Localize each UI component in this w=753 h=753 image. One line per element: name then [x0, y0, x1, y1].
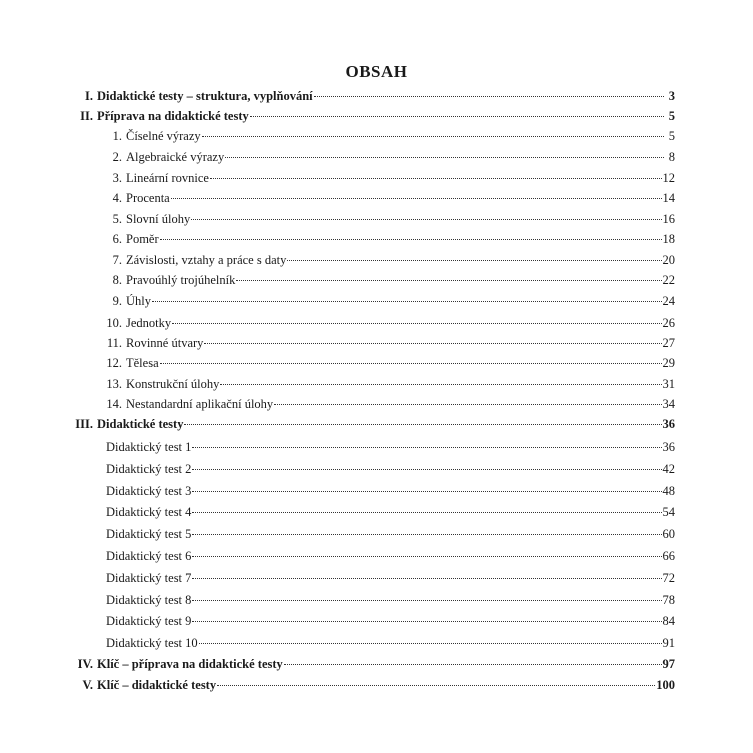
- toc-entry: [104, 171, 675, 186]
- toc-entry: [58, 657, 675, 672]
- toc-entry-page-number: 91: [662, 636, 675, 650]
- toc-entry-page-number: 24: [662, 294, 675, 308]
- toc-entry-title: Didaktický test 6: [106, 549, 192, 563]
- toc-dot-leader: [192, 512, 661, 513]
- toc-entry-title: Didaktický test 9: [106, 614, 192, 628]
- toc-entry: [58, 89, 675, 104]
- toc-entry: [104, 232, 675, 247]
- toc-dot-leader: [160, 363, 662, 364]
- toc-entry-page-number: 16: [662, 212, 675, 226]
- toc-dot-leader: [171, 198, 662, 199]
- toc-entry-number: 11.: [106, 336, 122, 350]
- toc-entry-page-number: 36: [662, 440, 675, 454]
- toc-entry-title: Didaktický test 5: [106, 527, 192, 541]
- toc-dot-leader: [192, 578, 661, 579]
- toc-entry-title: Didaktické testy – struktura, vyplňování: [97, 89, 313, 103]
- toc-entry: [106, 462, 675, 477]
- toc-dot-leader: [204, 343, 661, 344]
- toc-entry-title: Didaktický test 2: [106, 462, 192, 476]
- toc-dot-leader: [284, 664, 662, 665]
- toc-entry-title: Didaktické testy: [97, 417, 184, 431]
- toc-entry-title: Procenta: [126, 191, 170, 205]
- toc-entry: [104, 212, 675, 227]
- toc-entry-title: Didaktický test 3: [106, 484, 192, 498]
- toc-entry-page-number: 42: [662, 462, 675, 476]
- toc-entry-title: Slovní úlohy: [126, 212, 191, 226]
- toc-dot-leader: [220, 384, 661, 385]
- toc-entry-page-number: 36: [662, 417, 675, 431]
- toc-dot-leader: [152, 301, 662, 302]
- toc-entry: [104, 397, 675, 412]
- toc-entry: [104, 191, 675, 206]
- toc-dot-leader: [274, 404, 661, 405]
- toc-dot-leader: [202, 136, 664, 137]
- toc-entry-title: Nestandardní aplikační úlohy: [126, 397, 274, 411]
- toc-dot-leader: [192, 491, 661, 492]
- toc-entry: [104, 356, 675, 371]
- toc-dot-leader: [250, 116, 664, 117]
- toc-entry-title: Algebraické výrazy: [126, 150, 225, 164]
- toc-dot-leader: [192, 600, 661, 601]
- toc-entry-title: Úhly: [126, 294, 151, 308]
- toc-entry-page-number: 12: [662, 171, 675, 185]
- toc-entry-page-number: 20: [662, 253, 675, 267]
- toc-entry-number: V.: [82, 678, 93, 692]
- toc-entry-number: 9.: [112, 294, 122, 308]
- toc-entry-number: 14.: [106, 397, 122, 411]
- toc-entry-title: Didaktický test 8: [106, 593, 192, 607]
- toc-dot-leader: [160, 239, 662, 240]
- toc-entry-page-number: 72: [662, 571, 675, 585]
- toc-entry-number: 6.: [112, 232, 122, 246]
- toc-entry-title: Pravoúhlý trojúhelník: [126, 273, 236, 287]
- toc-entry-number: 12.: [106, 356, 122, 370]
- toc-entry: [106, 636, 675, 651]
- toc-dot-leader: [172, 323, 661, 324]
- toc-dot-leader: [184, 424, 661, 425]
- toc-entry: [104, 294, 675, 309]
- toc-entry-number: 10.: [106, 316, 122, 330]
- toc-entry: [106, 484, 675, 499]
- toc-entry-page-number: 14: [662, 191, 675, 205]
- toc-entry-number: II.: [80, 109, 93, 123]
- toc-entry: [104, 129, 675, 144]
- toc-entry-page-number: 18: [662, 232, 675, 246]
- toc-entry-number: 5.: [112, 212, 122, 226]
- toc-dot-leader: [287, 260, 661, 261]
- toc-entry: [106, 614, 675, 629]
- toc-entry-page-number: 97: [662, 657, 675, 671]
- toc-entry-page-number: 31: [662, 377, 675, 391]
- toc-entry: [58, 109, 675, 124]
- toc-entry-title: Klíč – didaktické testy: [97, 678, 217, 692]
- toc-entry: [104, 150, 675, 165]
- toc-dot-leader: [217, 685, 655, 686]
- toc-dot-leader: [192, 621, 661, 622]
- toc-entry: [104, 336, 675, 351]
- toc-dot-leader: [191, 219, 661, 220]
- toc-entry-page-number: 60: [662, 527, 675, 541]
- toc-entry-title: Příprava na didaktické testy: [97, 109, 249, 123]
- toc-dot-leader: [192, 534, 661, 535]
- toc-entry-page-number: 54: [662, 505, 675, 519]
- toc-entry-number: III.: [75, 417, 93, 431]
- toc-entry-number: I.: [85, 89, 93, 103]
- toc-dot-leader: [314, 96, 664, 97]
- toc-entry-title: Didaktický test 4: [106, 505, 192, 519]
- toc-entry-page-number: 29: [662, 356, 675, 370]
- toc-entry-page-number: 84: [662, 614, 675, 628]
- toc-entry-number: 8.: [112, 273, 122, 287]
- toc-entry-number: 4.: [112, 191, 122, 205]
- toc-entry-page-number: 78: [662, 593, 675, 607]
- toc-entry: [104, 316, 675, 331]
- toc-entry-title: Didaktický test 1: [106, 440, 192, 454]
- toc-entry-title: Klíč – příprava na didaktické testy: [97, 657, 283, 671]
- toc-dot-leader: [210, 178, 662, 179]
- toc-entry-number: 1.: [112, 129, 122, 143]
- toc-entry: [106, 593, 675, 608]
- toc-entry: [104, 377, 675, 392]
- toc-entry-title: Tělesa: [126, 356, 159, 370]
- toc-dot-leader: [199, 643, 662, 644]
- toc-entry: [106, 571, 675, 586]
- toc-entry: [104, 273, 675, 288]
- toc-entry-number: 3.: [112, 171, 122, 185]
- toc-entry: [106, 527, 675, 542]
- toc-entry-page-number: 5: [668, 109, 675, 123]
- toc-entry: [106, 505, 675, 520]
- toc-entry-number: IV.: [77, 657, 93, 671]
- toc-entry: [104, 253, 675, 268]
- toc-entry-title: Závislosti, vztahy a práce s daty: [126, 253, 287, 267]
- toc-entry-page-number: 34: [662, 397, 675, 411]
- toc-dot-leader: [225, 157, 664, 158]
- toc-entry-number: 7.: [112, 253, 122, 267]
- toc-entry-page-number: 48: [662, 484, 675, 498]
- toc-dot-leader: [192, 556, 661, 557]
- toc-entry-title: Jednotky: [126, 316, 172, 330]
- toc-dot-leader: [236, 280, 661, 281]
- toc-entry-title: Poměr: [126, 232, 159, 246]
- toc-entry-number: 13.: [106, 377, 122, 391]
- toc-entry: [106, 440, 675, 455]
- toc-entry-title: Didaktický test 10: [106, 636, 198, 650]
- toc-entry-title: Konstrukční úlohy: [126, 377, 220, 391]
- toc-entry-title: Lineární rovnice: [126, 171, 209, 185]
- toc-entry: [106, 549, 675, 564]
- toc-entry: [58, 678, 675, 693]
- toc-dot-leader: [192, 447, 661, 448]
- toc-entry-title: Číselné výrazy: [126, 129, 201, 143]
- page-title: OBSAH: [345, 62, 408, 81]
- toc-entry-title: Didaktický test 7: [106, 571, 192, 585]
- toc-entry-page-number: 100: [656, 678, 675, 692]
- toc-entry-page-number: 27: [662, 336, 675, 350]
- toc-entry: [58, 417, 675, 432]
- toc-entry-page-number: 26: [662, 316, 675, 330]
- toc-entry-page-number: 22: [662, 273, 675, 287]
- toc-entry-page-number: 5: [668, 129, 675, 143]
- toc-entry-page-number: 66: [662, 549, 675, 563]
- toc-entry-number: 2.: [112, 150, 122, 164]
- toc-entry-title: Rovinné útvary: [126, 336, 204, 350]
- toc-entry-page-number: 3: [668, 89, 675, 103]
- toc-dot-leader: [192, 469, 661, 470]
- toc-entry-page-number: 8: [668, 150, 675, 164]
